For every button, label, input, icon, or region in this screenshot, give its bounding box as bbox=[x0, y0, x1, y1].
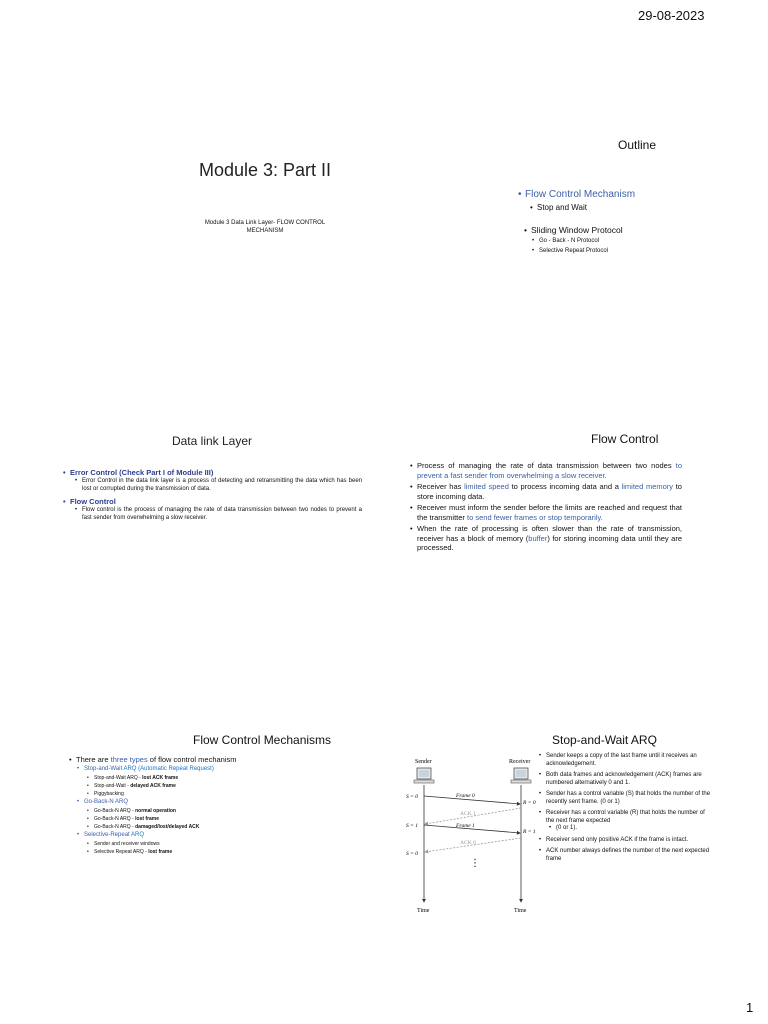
outline-subitem: • Go - Back - N Protocol bbox=[539, 236, 705, 246]
fc-highlight: limited speed bbox=[464, 482, 509, 491]
saw-bullet: • Sender has a control variable (S) that holds the number of the recently sent frame. (0 or 1) bbox=[546, 791, 711, 806]
sender-computer-icon bbox=[414, 768, 434, 783]
slide-title: Stop-and-Wait ARQ bbox=[552, 733, 657, 747]
fcm-text: Go-Back-N ARQ - bbox=[94, 824, 136, 830]
dll-list bbox=[62, 467, 362, 522]
receiver-label: Receiver bbox=[509, 759, 531, 765]
dll-item-text: • Error Control in the data link layer is a process of detecting and retransmitting the data which has been lost or corrupted during the transmission of data. bbox=[82, 478, 362, 493]
outline-item: • Sliding Window Protocol bbox=[531, 225, 705, 236]
fc-text: to process incoming data and a bbox=[508, 482, 622, 491]
receiver-computer-icon bbox=[511, 768, 531, 783]
fc-bullet bbox=[417, 503, 682, 522]
continuation-dots: ⋮ bbox=[470, 858, 480, 869]
receiver-state: R = 0 bbox=[523, 800, 536, 806]
ack0-label: ACK 0 bbox=[460, 840, 476, 846]
fcm-text: of flow control mechanism bbox=[147, 755, 237, 764]
slide-title: Outline bbox=[618, 138, 657, 152]
fcm-group: • Go-Back-N ARQ bbox=[84, 798, 366, 807]
dll-item: • Flow Control bbox=[70, 496, 362, 507]
fcm-text: Stop-and-Wait ARQ - bbox=[94, 775, 143, 781]
flow-control-list bbox=[417, 461, 682, 553]
dll-item-text: • Flow control is the process of managing the rate of data transmission between two nodes to prevent a fast sender from overwhelming a slow receiver. bbox=[82, 507, 362, 522]
fcm-bold: lost frame bbox=[148, 849, 173, 855]
fcm-text: Selective-Repeat bbox=[84, 832, 132, 838]
fcm-group bbox=[84, 831, 366, 840]
fcm-bold: lost ACK frame bbox=[142, 775, 179, 781]
fcm-subitem bbox=[94, 774, 366, 782]
outline-item: • Flow Control Mechanism bbox=[525, 188, 705, 202]
slide-3 bbox=[62, 434, 362, 522]
ack1-label: ACK 1 bbox=[460, 811, 476, 817]
fcm-bold: normal operation bbox=[135, 808, 176, 814]
fcm-subitem bbox=[94, 815, 366, 823]
fcm-subitem: • Sender and receiver windows bbox=[94, 840, 366, 848]
fcm-subitem bbox=[94, 823, 366, 831]
slide-6 bbox=[400, 730, 720, 914]
frame0-label: Frame 0 bbox=[456, 793, 475, 799]
fcm-text: Selective Repeat ARQ - bbox=[94, 849, 149, 855]
frame1-label: Frame 1 bbox=[456, 823, 475, 829]
fc-highlight: to send fewer frames or stop temporarily. bbox=[467, 512, 603, 522]
fc-text: Process of managing the rate of data transmission between two nodes bbox=[417, 461, 676, 470]
fcm-group bbox=[84, 765, 366, 774]
saw-subbullet: • (0 or 1). bbox=[556, 825, 711, 833]
outline-subitem: • Selective Repeat Protocol bbox=[539, 246, 705, 256]
sender-state: S = 1 bbox=[406, 823, 418, 829]
saw-bullet: • ACK number always defines the number of the next expected frame bbox=[546, 848, 711, 863]
fcm-bold: delayed ACK frame bbox=[130, 783, 176, 789]
fcm-text: There are bbox=[76, 755, 111, 764]
fcm-text: Go-Back-N ARQ - bbox=[94, 808, 136, 814]
fc-bullet bbox=[417, 524, 682, 553]
fcm-bold: lost frame bbox=[135, 816, 160, 822]
fcm-bold: damaged/lost/delayed ACK bbox=[135, 824, 200, 830]
saw-list bbox=[546, 753, 711, 863]
receiver-state: R = 1 bbox=[523, 829, 536, 835]
slide-title: Module 3: Part II bbox=[198, 160, 332, 180]
fc-highlight: to prevent a fast sender from overwhelming a slow receiver. bbox=[417, 461, 682, 480]
sender-state: S = 0 bbox=[406, 851, 418, 857]
fc-text: Receiver must inform the sender before the limits are reached and request that the transmitter bbox=[417, 503, 682, 522]
fc-bullet bbox=[417, 482, 682, 501]
fcm-highlight: ARQ (Automatic Repeat Request) bbox=[123, 766, 214, 772]
fcm-intro bbox=[76, 755, 366, 765]
sender-label: Sender bbox=[415, 759, 432, 765]
stop-and-wait-diagram bbox=[400, 752, 540, 922]
subtitle-line: MECHANISM bbox=[246, 228, 284, 234]
fc-text: Receiver has bbox=[417, 482, 465, 491]
fcm-text: Go-Back-N ARQ - bbox=[94, 816, 136, 822]
slide-title: Data link Layer bbox=[171, 434, 253, 448]
fc-bullet bbox=[417, 461, 682, 480]
fc-text: When the rate of processing is often slower than the rate of transmission, receiver has a block of memory ( bbox=[417, 524, 682, 543]
fcm-highlight: ARQ bbox=[131, 832, 145, 838]
saw-bullet: • Sender keeps a copy of the last frame until it receives an acknowledgement. bbox=[546, 753, 711, 768]
subtitle-line: Module 3 Data Link Layer- FLOW CONTROL bbox=[204, 220, 326, 226]
page-date: 29-08-2023 bbox=[638, 8, 705, 23]
saw-bullet: • Receiver send only positive ACK if the frame is intact. bbox=[546, 837, 711, 845]
fc-text: ) for storing incoming data until they are processed. bbox=[417, 533, 682, 552]
outline-list bbox=[525, 188, 705, 256]
fcm-subitem bbox=[94, 782, 366, 790]
fc-highlight: buffer bbox=[528, 533, 548, 543]
page-number: 1 bbox=[746, 1000, 754, 1015]
saw-bullet: • Receiver has a control variable (R) that holds the number of the next frame expected bbox=[546, 810, 711, 825]
fcm-list bbox=[76, 755, 366, 856]
fc-text: to store incoming data. bbox=[417, 482, 682, 501]
fcm-text: Stop-and-Wait - bbox=[94, 783, 131, 789]
slide-title: Flow Control Mechanisms bbox=[193, 733, 332, 747]
fcm-highlight: three types bbox=[110, 755, 148, 764]
dll-item: • Error Control (Check Part I of Module III) bbox=[70, 467, 362, 478]
fcm-subitem bbox=[94, 807, 366, 815]
time-label: Time bbox=[417, 908, 430, 914]
slide-1 bbox=[115, 160, 415, 235]
sender-state: S = 0 bbox=[406, 794, 418, 800]
fcm-subitem bbox=[94, 848, 366, 856]
fc-highlight: limited memory bbox=[621, 482, 674, 491]
fcm-subitem: • Piggybacking bbox=[94, 790, 366, 798]
outline-subitem: • Stop and Wait bbox=[537, 202, 705, 213]
saw-bullet: • Both data frames and acknowledgement (ACK) frames are numbered alternatively 0 and 1. bbox=[546, 772, 711, 787]
slide-subtitle bbox=[115, 219, 415, 235]
fcm-text: Stop-and-Wait bbox=[84, 766, 124, 772]
time-label: Time bbox=[514, 908, 527, 914]
slide-title: Flow Control bbox=[591, 432, 659, 446]
